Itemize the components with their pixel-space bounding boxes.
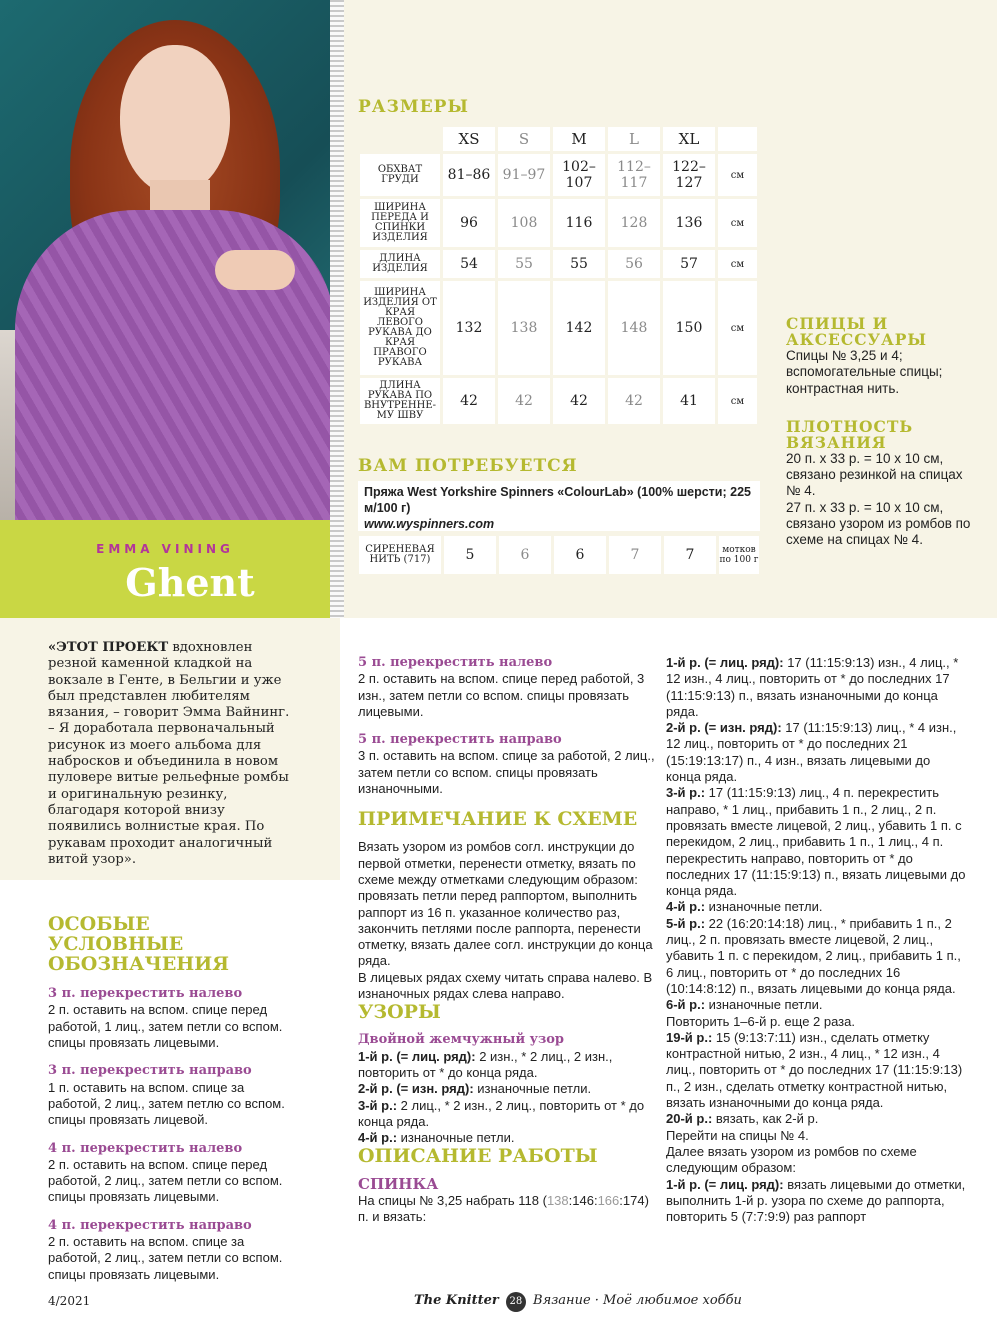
size-value: 136 bbox=[663, 199, 715, 247]
size-value: 42 bbox=[498, 378, 550, 424]
abbr-text: 2 п. оставить на вспом. спице перед работой, 1 лиц., затем петли со вспом. спицы провязать лицевыми. bbox=[48, 1002, 283, 1051]
size-value: 102–107 bbox=[553, 154, 605, 196]
size-value: 148 bbox=[608, 281, 660, 375]
size-value: 128 bbox=[608, 199, 660, 247]
size-header: S bbox=[498, 127, 550, 151]
sizes-row bbox=[360, 154, 757, 196]
pattern-row: 4-й р.: изнаночные петли. bbox=[358, 1130, 515, 1146]
instruction-row: 1-й р. (= лиц. ряд): 17 (11:15:9:13) изн., 4 лиц., * 12 изн., 4 лиц., повторить от * до последних 17 (11:15:9:13) п., вязать изнаночными до конца ряда. bbox=[666, 655, 959, 719]
size-value: 55 bbox=[498, 250, 550, 278]
column-1 bbox=[48, 640, 298, 1295]
size-value: 81–86 bbox=[443, 154, 495, 196]
designer-name: EMMA VINING bbox=[96, 542, 234, 556]
instruction-row: Далее вязать узором из ромбов по схеме следующим образом: bbox=[666, 1143, 917, 1176]
instruction-row: 19-й р.: 15 (9:13:7:11) изн., сделать отметку контрастной нитью, 2 изн., 4 лиц., * 12 изн., 4 лиц., повторить от * до последних 17 (11:15:9:13) п., 2 изн., сделать отметку контрастной нитью, вязать изнаночными до конца ряда. bbox=[666, 1029, 963, 1111]
size-value: 56 bbox=[608, 250, 660, 278]
size-value: 108 bbox=[498, 199, 550, 247]
yarn-qty: 7 bbox=[609, 536, 661, 574]
size-value: 132 bbox=[443, 281, 495, 375]
abbr-item bbox=[48, 1141, 298, 1206]
gauge-text: 27 п. х 33 р. = 10 х 10 см, связано узором из ромбов по схеме на спицах № 4. bbox=[786, 499, 971, 548]
work-heading: ОПИСАНИЕ РАБОТЫ bbox=[358, 1145, 598, 1168]
yarn-box bbox=[358, 481, 760, 531]
designer-quote bbox=[48, 640, 298, 868]
abbr-title: 5 п. перекрестить налево bbox=[358, 655, 553, 670]
instruction-row: 4-й р.: изнаночные петли. bbox=[666, 899, 823, 915]
quote-lead: «ЭТОТ ПРОЕКТ bbox=[48, 640, 169, 655]
chart-note-text: В лицевых рядах схему читать справа налево. В изнаночных рядах слева направо. bbox=[358, 969, 653, 1002]
patterns-heading: УЗОРЫ bbox=[358, 1001, 441, 1024]
column-2 bbox=[358, 655, 658, 1225]
instruction-row: 1-й р. (= лиц. ряд): вязать лицевыми до отметки, выполнить 1-й р. узора по схеме до раппорта, повторить 5 (7:7:9:9) раз раппорт bbox=[666, 1176, 966, 1225]
page-number: 28 bbox=[506, 1292, 526, 1312]
size-value: 57 bbox=[663, 250, 715, 278]
size-value: 42 bbox=[443, 378, 495, 424]
abbr-item bbox=[48, 1063, 298, 1128]
instruction-row: Повторить 1–6-й р. еще 2 раза. bbox=[666, 1013, 855, 1029]
size-header: XL bbox=[663, 127, 715, 151]
chart-note-text: Вязать узором из ромбов согл. инструкции до первой отметки, перенести отметку, вязать по схеме между отметками следующим образом: провязать петли перед раппортом, выполнить раппорт из 16 п. указанное количество раз, закончить петлями после раппорта, перенести отметку, вязать далее согл. инструкции до конца ряда. bbox=[358, 839, 653, 969]
brand-name: The Knitter bbox=[414, 1293, 499, 1308]
yarn-qty: 6 bbox=[554, 536, 606, 574]
unit: см bbox=[718, 154, 757, 196]
size-value: 116 bbox=[553, 199, 605, 247]
abbr-text: 2 п. оставить на вспом. спице перед работой, 2 лиц., затем петли со вспом. спицы провязать лицевыми. bbox=[48, 1156, 283, 1205]
yarn-color-label: СИРЕНЕВАЯ НИТЬ (717) bbox=[359, 536, 441, 574]
sizes-row bbox=[360, 281, 757, 375]
abbr-item bbox=[358, 732, 658, 797]
yarn-qty: 7 bbox=[664, 536, 716, 574]
needs-heading: ВАМ ПОТРЕБУЕТСЯ bbox=[358, 456, 578, 476]
abbr-title: 5 п. перекрестить направо bbox=[358, 732, 562, 748]
row-label: ШИРИНА ИЗДЕЛИЯ ОТ КРАЯ ЛЕВОГО РУКАВА ДО КРАЯ ПРАВОГО РУКАВА bbox=[360, 281, 440, 375]
size-value: 138 bbox=[498, 281, 550, 375]
model-photo bbox=[0, 0, 330, 520]
pattern-row: 2-й р. (= изн. ряд): изнаночные петли. bbox=[358, 1081, 592, 1097]
size-value: 42 bbox=[608, 378, 660, 424]
unit: см bbox=[718, 250, 757, 278]
yarn-unit: мотков по 100 г bbox=[719, 536, 759, 574]
abbr-item bbox=[358, 655, 658, 720]
size-value: 150 bbox=[663, 281, 715, 375]
cast-on-text: На спицы № 3,25 набрать 118 (138:146:166:174) п. и вязать: bbox=[358, 1192, 649, 1225]
back-heading: СПИНКА bbox=[358, 1175, 439, 1194]
yarn-qty: 6 bbox=[499, 536, 551, 574]
pattern-sub: Двойной жемчужный узор bbox=[358, 1032, 565, 1048]
yarn-table bbox=[356, 533, 762, 577]
yarn-description: Пряжа West Yorkshire Spinners «ColourLab» (100% шерсти; 225 м/100 г) bbox=[364, 485, 751, 515]
side-column bbox=[786, 310, 976, 549]
gauge-heading: ПЛОТНОСТЬ ВЯЗАНИЯ bbox=[786, 416, 914, 452]
sizes-heading: РАЗМЕРЫ bbox=[358, 97, 469, 117]
abbr-text: 2 п. оставить на вспом. спице за работой, 2 лиц., затем петли со вспом. спицы провязать лицевыми. bbox=[48, 1234, 283, 1282]
size-value: 112–117 bbox=[608, 154, 660, 196]
abbr-item bbox=[48, 1218, 298, 1283]
sizes-row bbox=[360, 378, 757, 424]
instruction-row: 3-й р.: 17 (11:15:9:13) лиц., 4 п. перекрестить направо, * 1 лиц., прибавить 1 п., 2 лиц., 2 п. провязать вместе лицевой, 2 лиц., убавить 1 п. с перекидом, 2 лиц., прибавить 1 п., 1 лиц., 4 п. перекрестить направо, повторить от * до последних 17 (11:15:9:13) п., вязать лицевыми до конца ряда. bbox=[666, 785, 966, 899]
unit: см bbox=[718, 199, 757, 247]
sizes-row bbox=[360, 199, 757, 247]
footer-brand bbox=[414, 1292, 742, 1312]
instruction-row: 6-й р.: изнаночные петли. bbox=[666, 997, 823, 1013]
row-label: ОБХВАТ ГРУДИ bbox=[360, 154, 440, 196]
abbr-title: 4 п. перекрестить направо bbox=[48, 1217, 252, 1233]
unit: см bbox=[718, 281, 757, 375]
abbr-text: 1 п. оставить на вспом. спице за работой, 2 лиц., затем петлю со вспом. спицы провязать лицевой. bbox=[48, 1079, 285, 1128]
sizes-table bbox=[357, 124, 760, 427]
size-value: 55 bbox=[553, 250, 605, 278]
tagline: Вязание · Моё любимое хобби bbox=[533, 1293, 742, 1308]
size-header: L bbox=[608, 127, 660, 151]
size-header: M bbox=[553, 127, 605, 151]
yarn-url: www.wyspinners.com bbox=[364, 517, 495, 531]
instruction-row: 20-й р.: вязать, как 2-й р. bbox=[666, 1111, 819, 1127]
row-label: ШИРИНА ПЕРЕДА И СПИНКИ ИЗДЕЛИЯ bbox=[360, 199, 440, 247]
instruction-row: 5-й р.: 22 (16:20:14:18) лиц., * прибавить 1 п., 2 лиц., 2 п. провязать вместе лицевой, 2 лиц., убавить 1 п. с перекидом, 2 лиц., прибавить 1 п., 6 лиц., повторить от * до последних 16 (10:14:8:12) п., вязать лицевыми до конца ряда. bbox=[666, 915, 961, 996]
yarn-qty: 5 bbox=[444, 536, 496, 574]
size-header: XS bbox=[443, 127, 495, 151]
instruction-row: Перейти на спицы № 4. bbox=[666, 1127, 809, 1143]
quote-text: вдохновлен резной каменной кладкой на вокзале в Генте, в Бельгии и уже был представлен любителям вязания, – говорит Эмма Вайнинг. – Я доработала первоначальный рисунок из моего альбома для набросков и объединила в новом пуловере витые рельефные ромбы и оригинальную резинку, благодаря которой внизу появились волнистые края. По рукавам проходит аналогичный витой узор». bbox=[48, 640, 290, 867]
needles-heading: СПИЦЫ И АКСЕССУАРЫ bbox=[786, 314, 928, 349]
abbr-text: 3 п. оставить на вспом. спице за работой, 2 лиц., затем петли со вспом. спицы провязать изнаночными. bbox=[358, 748, 655, 797]
size-value: 91–97 bbox=[498, 154, 550, 196]
size-value: 41 bbox=[663, 378, 715, 424]
pattern-row: 1-й р. (= лиц. ряд): 2 изн., * 2 лиц., 2 изн., повторить от * до конца ряда. bbox=[358, 1048, 613, 1080]
spiral-binding bbox=[330, 0, 344, 618]
abbr-heading: ОСОБЫЕ УСЛОВНЫЕ ОБОЗНАЧЕНИЯ bbox=[48, 913, 229, 976]
row-label: ДЛИНА ИЗДЕЛИЯ bbox=[360, 250, 440, 278]
size-value: 96 bbox=[443, 199, 495, 247]
pattern-title: Ghent bbox=[125, 560, 255, 605]
unit: см bbox=[718, 378, 757, 424]
size-value: 122–127 bbox=[663, 154, 715, 196]
row-label: ДЛИНА РУКАВА ПО ВНУТРЕННЕ-МУ ШВУ bbox=[360, 378, 440, 424]
size-value: 42 bbox=[553, 378, 605, 424]
needles-text: Спицы № 3,25 и 4; вспомогательные спицы; контрастная нить. bbox=[786, 348, 943, 396]
pattern-row: 3-й р.: 2 лиц., * 2 изн., 2 лиц., повторить от * до конца ряда. bbox=[358, 1097, 645, 1129]
issue-number: 4/2021 bbox=[48, 1294, 91, 1308]
column-3 bbox=[666, 655, 966, 1225]
size-value: 54 bbox=[443, 250, 495, 278]
instruction-row: 2-й р. (= изн. ряд): 17 (11:15:9:13) лиц., * 4 изн., 12 лиц., повторить от * до последних 21 (15:19:13:17) п., 4 изн., вязать лицевыми до конца ряда. bbox=[666, 720, 957, 785]
abbr-title: 4 п. перекрестить налево bbox=[48, 1140, 243, 1156]
chart-note-heading: ПРИМЕЧАНИЕ К СХЕМЕ bbox=[358, 808, 638, 831]
abbr-title: 3 п. перекрестить направо bbox=[48, 1063, 252, 1079]
abbr-item bbox=[48, 986, 298, 1051]
abbr-text: 2 п. оставить на вспом. спице перед работой, 3 изн., затем петли со вспом. спицы провязать лицевыми. bbox=[358, 671, 645, 719]
gauge-text: 20 п. х 33 р. = 10 х 10 см, связано резинкой на спицах № 4. bbox=[786, 450, 963, 499]
size-value: 142 bbox=[553, 281, 605, 375]
sizes-row bbox=[360, 250, 757, 278]
abbr-title: 3 п. перекрестить налево bbox=[48, 986, 243, 1002]
